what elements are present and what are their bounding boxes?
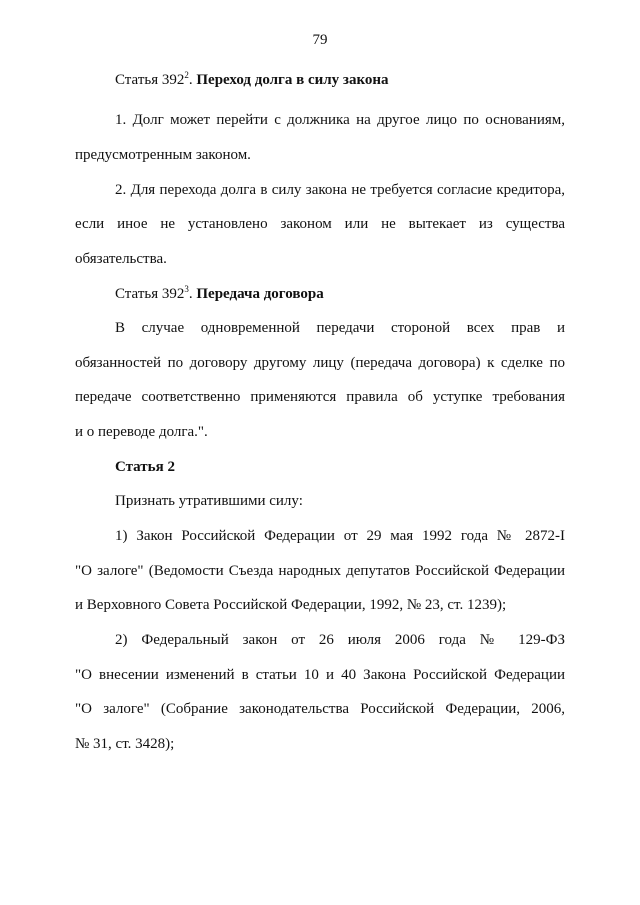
article-392-2-heading [115,70,389,90]
article-dot: . [188,286,197,302]
article-title: Переход долга в силу закона [196,72,389,88]
article-title: Передача договора [196,286,324,302]
paragraph-line: В случае одновременной передачи стороной всех прав и [115,320,565,336]
article-2-heading: Статья 2 [115,459,175,475]
article-prefix: Статья 392 [115,286,185,302]
article-dot: . [188,72,197,88]
paragraph-line: 2. Для перехода долга в силу закона не требуется согласие кредитора, [115,182,565,198]
article-superscript: 2 [184,70,189,80]
article-prefix: Статья 392 [115,72,185,88]
list-item-2-line: "О залоге" (Собрание законодательства Российской Федерации, 2006, [75,701,565,717]
paragraph-line: и о переводе долга.". [75,424,208,440]
article-superscript: 3 [184,284,189,294]
paragraph-line: передаче соответственно применяются правила об уступке требования [75,389,565,405]
paragraph-line: предусмотренным законом. [75,147,251,163]
list-item-2-line: "О внесении изменений в статьи 10 и 40 Закона Российской Федерации [75,667,565,683]
paragraph-line: если иное не установлено законом или не вытекает из существа [75,216,565,232]
list-item-1-line: "О залоге" (Ведомости Съезда народных депутатов Российской Федерации [75,563,565,579]
list-item-1-line: 1) Закон Российской Федерации от 29 мая 1992 года № 2872-I [115,528,565,544]
paragraph-line: обязательства. [75,251,167,267]
list-item-1-line: и Верховного Совета Российской Федерации, 1992, № 23, ст. 1239); [75,597,507,613]
page-number: 79 [312,32,328,48]
list-item-2-line: № 31, ст. 3428); [75,736,175,752]
paragraph-line: Признать утратившими силу: [115,493,303,509]
paragraph-line: обязанностей по договору другому лицу (передача договора) к сделке по [75,355,565,371]
article-392-3-heading [115,284,324,304]
paragraph-line: 1. Долг может перейти с должника на другое лицо по основаниям, [115,112,565,128]
list-item-2-line: 2) Федеральный закон от 26 июля 2006 года № 129-ФЗ [115,632,565,648]
